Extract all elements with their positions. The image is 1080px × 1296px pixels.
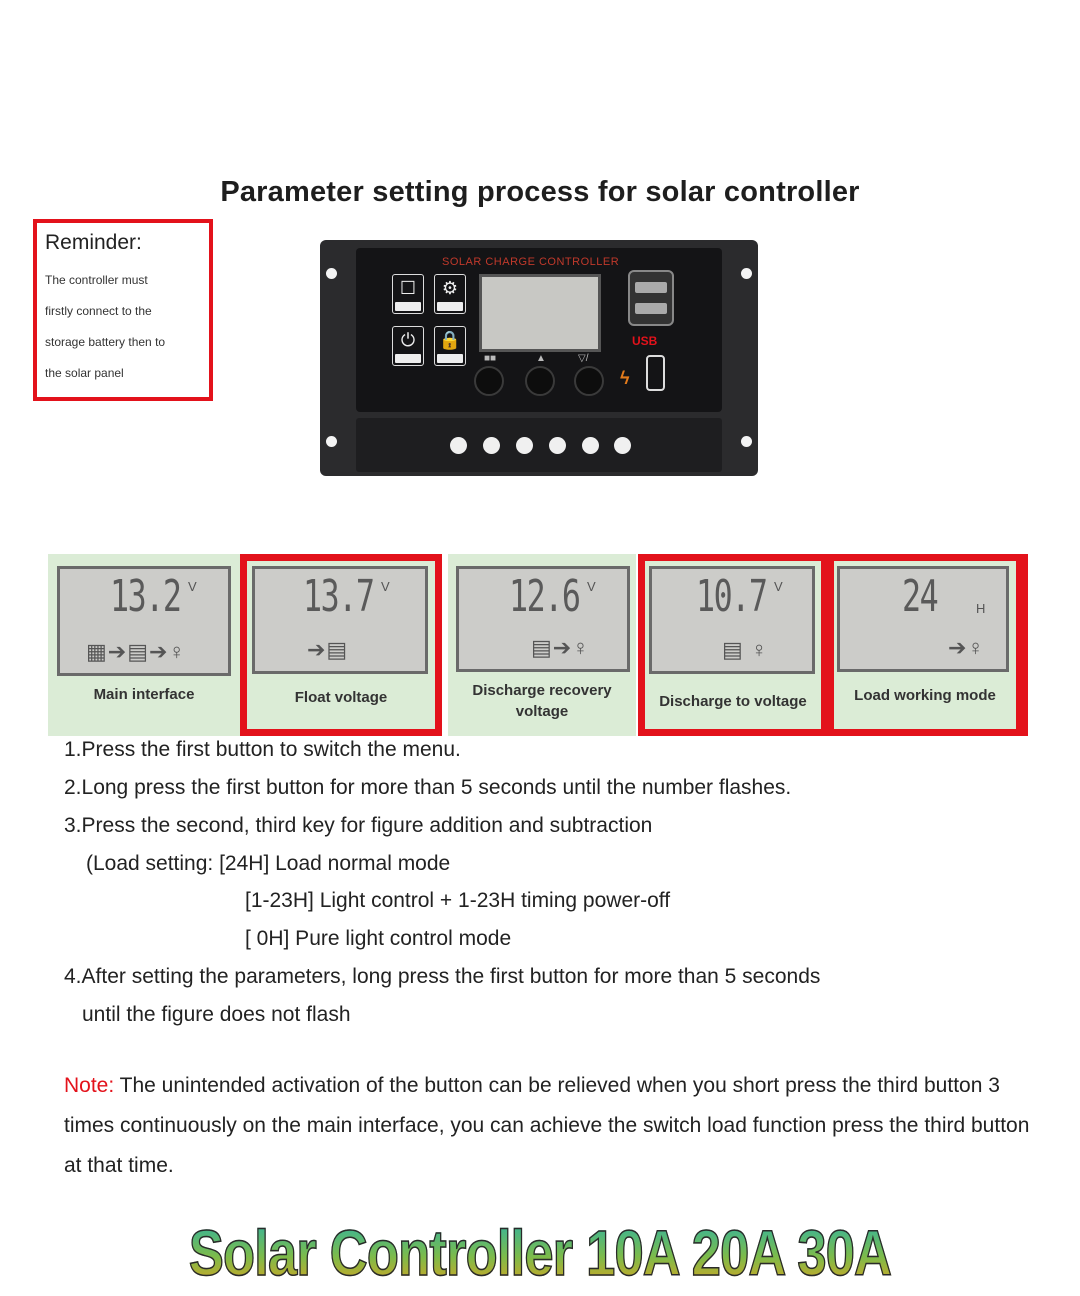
screen-caption: Load working mode <box>854 687 996 704</box>
step-4-continued: until the figure does not flash <box>82 1003 351 1026</box>
button-label-icon: ■■ <box>484 353 497 364</box>
lcd-display <box>649 566 815 674</box>
lcd-display <box>837 566 1009 672</box>
terminal-screw <box>549 437 566 454</box>
lcd-unit: H <box>976 601 986 616</box>
lcd-display <box>57 566 231 676</box>
controller-lcd <box>479 274 601 352</box>
down-arrow-icon: ▽/ <box>578 353 589 364</box>
screen-main-interface <box>48 554 240 736</box>
reminder-line: firstly connect to the <box>45 304 152 318</box>
screen-caption: Float voltage <box>294 689 388 706</box>
lock-icon: 🔒 <box>434 326 466 366</box>
gear-icon: ⚙ <box>434 274 466 314</box>
step-4: 4.After setting the parameters, long press the first button for more than 5 seconds <box>64 965 821 988</box>
usb-ports <box>628 270 674 326</box>
up-arrow-icon: ▲ <box>536 353 546 364</box>
lcd-unit: V <box>774 579 783 594</box>
lcd-unit: V <box>188 579 197 594</box>
lcd-icons: ▤ ♀ <box>722 637 769 662</box>
terminal-screw <box>614 437 631 454</box>
lcd-unit: V <box>381 579 390 594</box>
lcd-display <box>252 566 428 674</box>
page-title: Parameter setting process for solar controller <box>220 176 860 208</box>
menu-icon: ☐ <box>392 274 424 314</box>
mount-hole <box>741 268 752 279</box>
reminder-line: storage battery then to <box>45 335 166 349</box>
note-label: Note: <box>64 1074 115 1097</box>
reminder-heading: Reminder: <box>45 231 142 254</box>
screen-discharge-recovery <box>448 554 636 736</box>
screen-caption: Discharge recovery voltage <box>472 682 612 720</box>
mount-hole <box>326 436 337 447</box>
reminder-line: The controller must <box>45 273 148 287</box>
mount-hole <box>326 268 337 279</box>
step-3: 3.Press the second, third key for figure addition and subtraction <box>64 814 653 837</box>
step-2: 2.Long press the first button for more than 5 seconds until the number flashes. <box>64 776 792 799</box>
usb-label: USB <box>632 334 658 348</box>
screen-load-working-mode <box>828 554 1028 736</box>
control-button-2 <box>525 366 555 396</box>
terminal-screw <box>516 437 533 454</box>
lcd-icons: ➔♀ <box>948 635 985 660</box>
controller-brand: SOLAR CHARGE CONTROLLER <box>442 256 620 268</box>
lcd-display <box>456 566 630 672</box>
lcd-icons: ▦➔▤➔♀ <box>86 639 186 664</box>
mount-hole <box>741 436 752 447</box>
note-text: The unintended activation of the button can be relieved when you short press the third button 3 times continuously on the main interface, you can achieve the switch load function press the third button at that time. <box>64 1074 1030 1177</box>
reminder-line: the solar panel <box>45 366 124 380</box>
lcd-value: 13.2 <box>110 571 181 622</box>
lcd-value: 24 <box>902 571 938 622</box>
terminal-screw <box>582 437 599 454</box>
power-icon: ⏻ <box>392 326 424 366</box>
terminal-screw <box>483 437 500 454</box>
screen-caption: Main interface <box>93 686 195 703</box>
load-setting-1-23h: [1-23H] Light control + 1-23H timing power-off <box>245 889 671 912</box>
control-button-1 <box>474 366 504 396</box>
controller-terminal-strip <box>356 418 722 472</box>
lcd-value: 10.7 <box>696 571 767 622</box>
screen-float-voltage <box>240 554 442 736</box>
lcd-value: 13.7 <box>303 571 374 622</box>
load-setting-0h: [ 0H] Pure light control mode <box>245 927 512 950</box>
charge-bolt-icon: ϟ <box>620 368 630 388</box>
note-paragraph <box>64 1066 1044 1186</box>
phone-icon <box>646 355 665 391</box>
reminder-box <box>33 219 213 401</box>
controller-illustration <box>320 240 758 476</box>
load-setting-24h: (Load setting: [24H] Load normal mode <box>86 852 451 875</box>
lcd-icons: ▤➔♀ <box>531 635 590 660</box>
product-title: Solar Controller 10A 20A 30A <box>97 1216 983 1290</box>
lcd-icons: ➔▤ <box>307 637 349 662</box>
screen-discharge-to-voltage <box>638 554 828 736</box>
control-button-3 <box>574 366 604 396</box>
terminal-screw <box>450 437 467 454</box>
step-1: 1.Press the first button to switch the menu. <box>64 738 461 761</box>
screen-caption: Discharge to voltage <box>659 693 807 710</box>
lcd-unit: V <box>587 579 596 594</box>
lcd-value: 12.6 <box>509 571 580 622</box>
lcd-screens-row <box>48 554 1028 736</box>
